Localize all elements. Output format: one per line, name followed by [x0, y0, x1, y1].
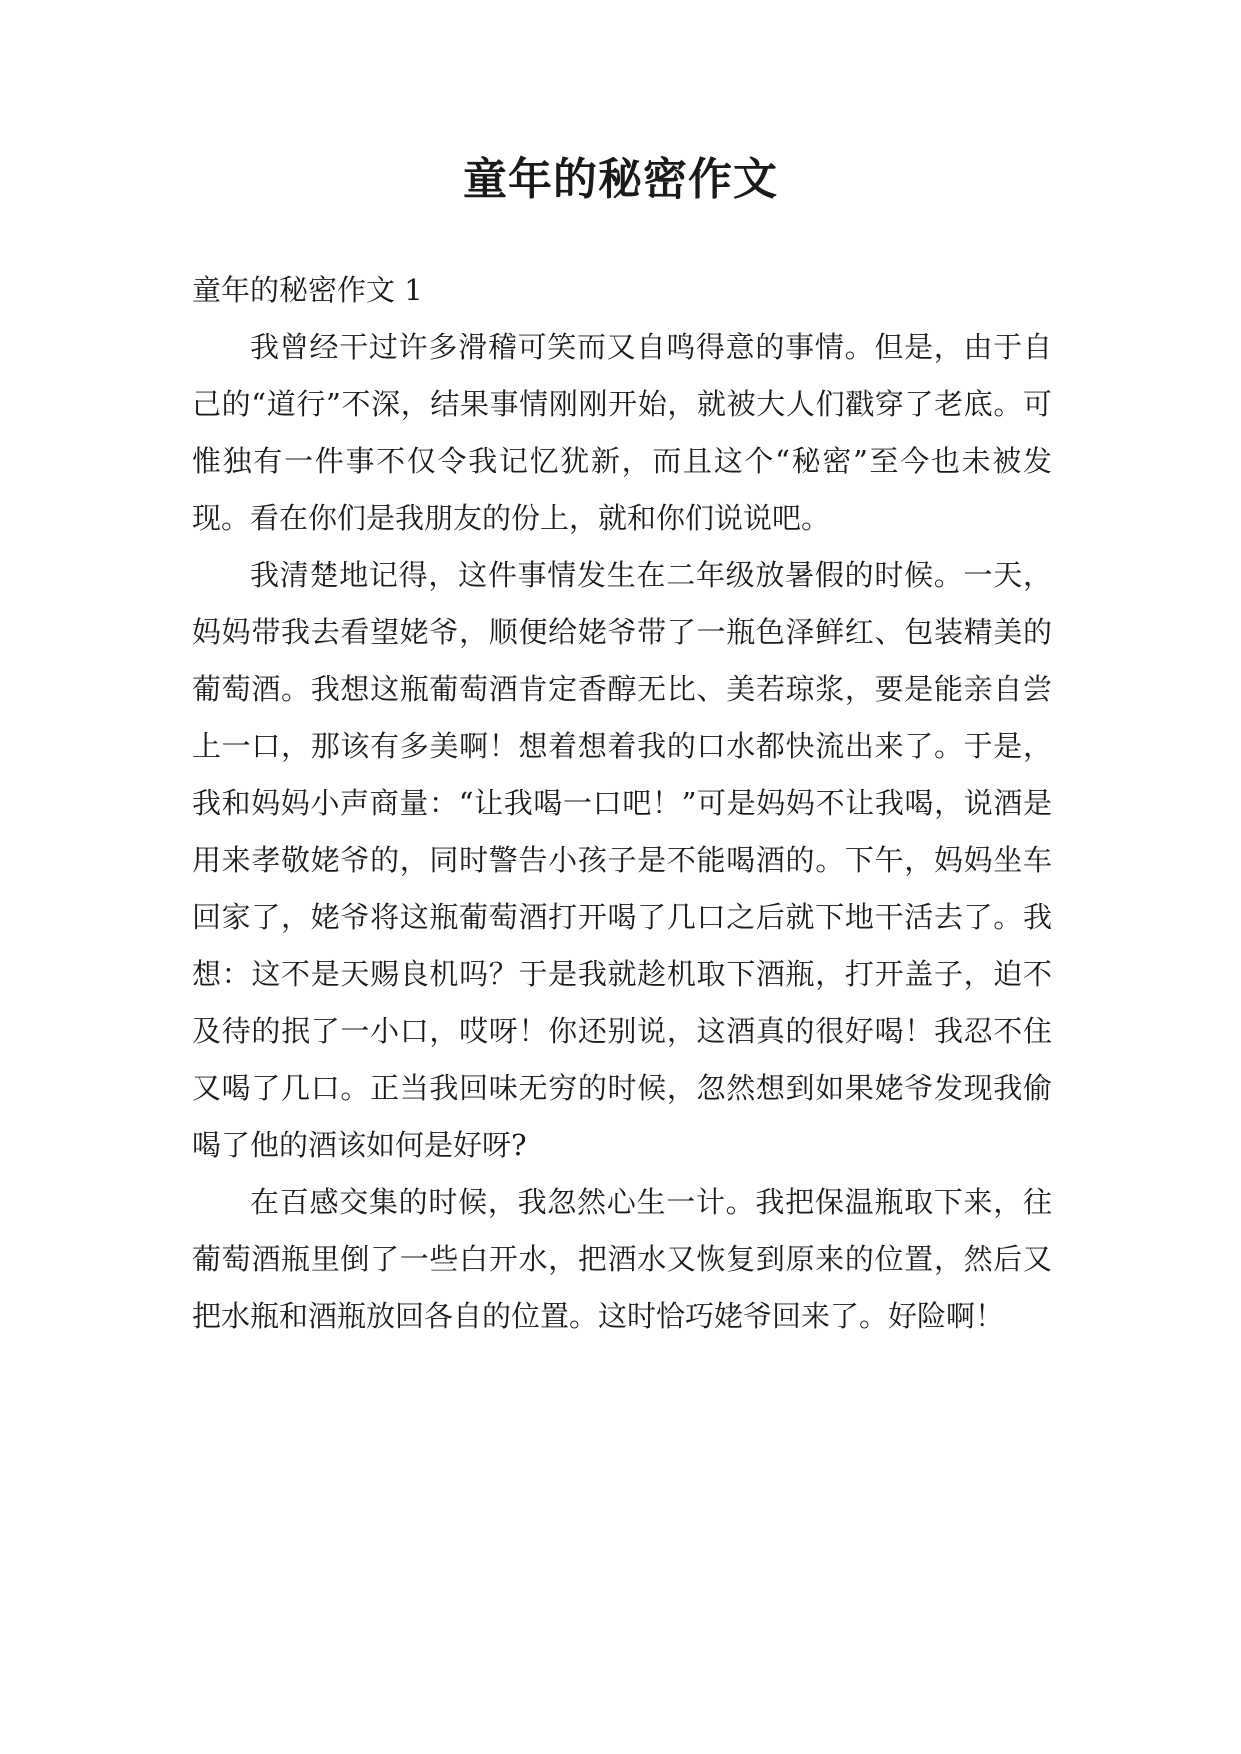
section-heading: 童年的秘密作文 1: [192, 273, 423, 307]
document-title: 童年的秘密作文: [463, 154, 778, 205]
paragraph-3: 在百感交集的时候，我忽然心生一计。我把保温瓶取下来，往葡萄酒瓶里倒了一些白开水，把酒水又恢复到原来的位置，然后又把水瓶和酒瓶放回各自的位置。这时恰巧姥爷回来了。好险啊！: [192, 1185, 1052, 1333]
paragraph-2: 我清楚地记得，这件事情发生在二年级放暑假的时候。一天，妈妈带我去看望姥爷，顺便给姥爷带了一瓶色泽鲜红、包装精美的葡萄酒。我想这瓶葡萄酒肯定香醇无比、美若琼浆，要是能亲自尝上一口，那该有多美啊！想着想着我的口水都快流出来了。于是，我和妈妈小声商量：“让我喝一口吧！”可是妈妈不让我喝，说酒是用来孝敬姥爷的，同时警告小孩子是不能喝酒的。下午，妈妈坐车回家了，姥爷将这瓶葡萄酒打开喝了几口之后就下地干活去了。我想：这不是天赐良机吗？于是我就趁机取下酒瓶，打开盖子，迫不及待的抿了一小口，哎呀！你还别说，这酒真的很好喝！我忍不住又喝了几口。正当我回味无穷的时候，忽然想到如果姥爷发现我偷喝了他的酒该如何是好呀?: [192, 558, 1052, 1162]
paragraph-1: 我曾经干过许多滑稽可笑而又自鸣得意的事情。但是，由于自己的“道行”不深，结果事情刚刚开始，就被大人们戳穿了老底。可惟独有一件事不仅令我记忆犹新，而且这个“秘密”至今也未被发现。看在你们是我朋友的份上，就和你们说说吧。: [192, 330, 1052, 535]
document-body: [192, 262, 1052, 1345]
